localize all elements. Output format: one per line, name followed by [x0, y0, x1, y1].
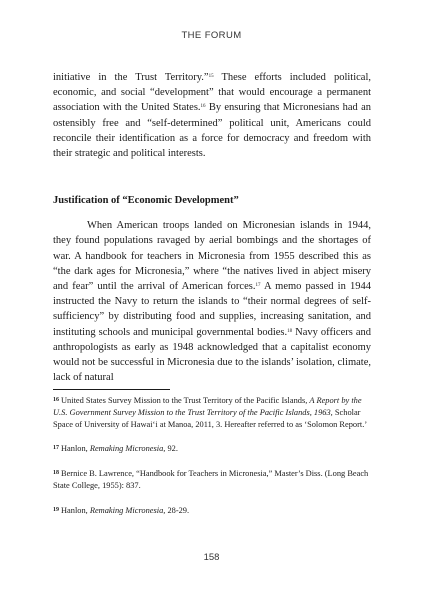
text-run: A memo passed in 1944 instructed the Navy to return the islands to “their normal degrees of self-sufficiency” by distributing food and supplies, increasing sanitation, and instituting schools and municipal governmental bodies. [53, 281, 371, 338]
footnote-ref-16: 16 [200, 104, 206, 110]
footnote-text: 92. [165, 444, 178, 454]
text-run: Navy officers and anthropologists as early as 1948 acknowledged that a capitalist economy would not be successful in Micronesia due to the islands’ isolation, climate, lack of natural [53, 326, 371, 384]
footnote-title: Remaking Micronesia, [89, 505, 166, 515]
footnote-ref-18: 18 [287, 328, 293, 334]
footnote-text: Hanlon, [61, 505, 90, 515]
text-run: When American troops landed on Micronesian islands in 1944, they found populations ravaged by aerial bombings and the shortages of war. A handbook for teachers in Micronesia from 1955 described this as “the dark ages for Micronesia,” where “the natives lived in abject misery and fear” until the arrival of American forces. [53, 220, 371, 293]
footnote-text: Bernice B. Lawrence, “Handbook for Teachers in Micronesia,” Master’s Diss. (Long Beach State College, 1955): 837. [53, 469, 369, 490]
footnote-text: Scholar Space of University of Hawai‘i at Manoa, 2011, 3. Hereafter referred to as ‘Solomon Report.’ [53, 407, 368, 429]
footnote-title: A Report by the U.S. Government Survey Mission to the Trust Territory of the Pacific Islands, 1963, [53, 396, 362, 417]
footnote-ref-15: 15 [208, 74, 214, 79]
footnote-title: Remaking Micronesia, [89, 444, 166, 454]
footnote-number: 18 [53, 470, 59, 477]
footnote-text: United States Survey Mission to the Trust Territory of the Pacific Islands, [61, 396, 310, 405]
footnote-number: 17 [53, 445, 59, 452]
page-number: 158 [203, 552, 220, 563]
running-title: THE FORUM [181, 30, 242, 41]
text-run: These efforts included political, economic, and social “development” that would encourage a permanent association with the United States. [53, 72, 371, 114]
footnotes [53, 395, 371, 530]
footnote-text: Hanlon, [61, 444, 90, 454]
section-heading: Justification of “Economic Development” [53, 195, 239, 207]
footnote-divider [53, 389, 170, 390]
footnote-18 [53, 468, 371, 492]
footnote-text: 28-29. [165, 505, 190, 515]
paragraph-economic-development [53, 218, 371, 385]
text-run: initiative in the Trust Territory.” [53, 72, 209, 83]
footnote-number: 19 [53, 506, 59, 513]
footnote-ref-17: 17 [255, 283, 261, 289]
text-run: By ensuring that Micronesians had an ostensibly free and “self-determined” political unit, Americans could reconcile their identification as a force for democracy and freedom with their strategic and political interests. [53, 102, 371, 160]
paragraph-continuation [53, 70, 371, 161]
footnote-16 [53, 395, 371, 430]
footnote-number: 16 [53, 397, 59, 403]
footnote-19 [53, 505, 371, 517]
body-text [53, 70, 371, 385]
footnote-17 [53, 443, 371, 455]
